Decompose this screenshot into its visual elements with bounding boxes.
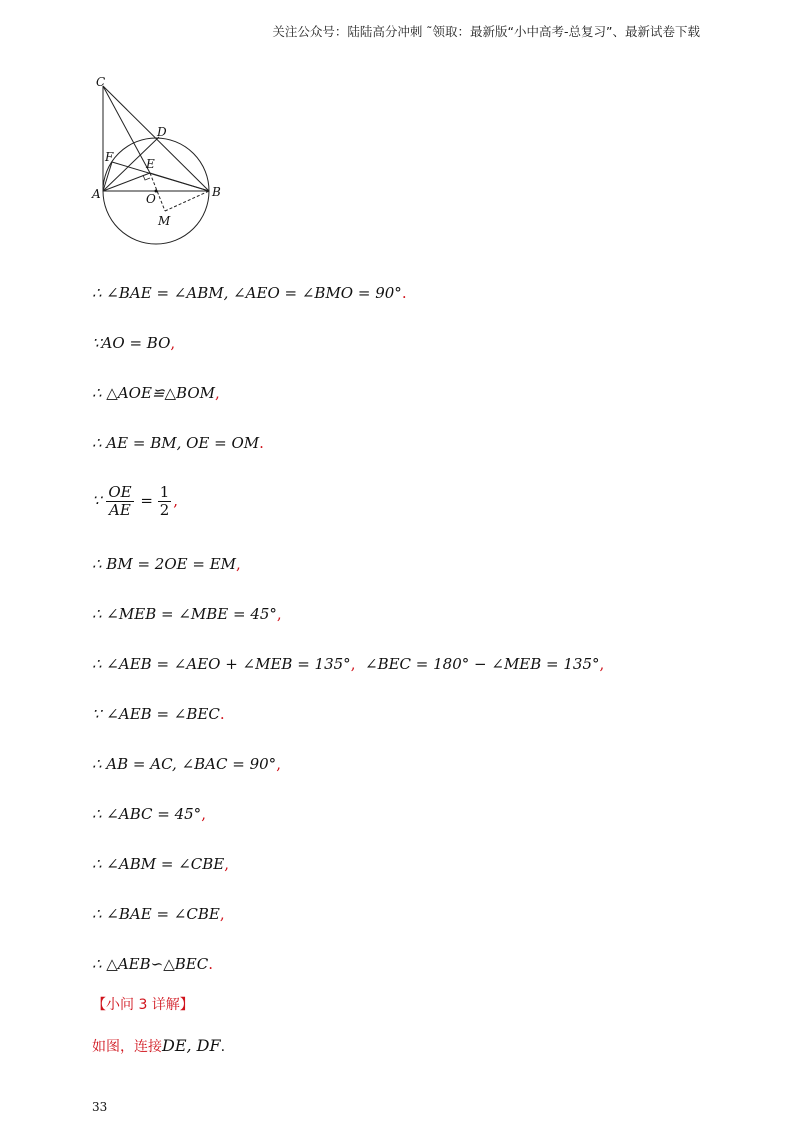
geometry-figure: [88, 74, 228, 254]
segment-mb-dashed: [165, 191, 209, 211]
proof-line: ∴ ∠BAE = ∠CBE,: [92, 905, 225, 923]
proof-line: ∴ BM = 2OE = EM,: [92, 555, 241, 573]
proof-line-fraction: ∵ $\frac{OE}{AE}$ = $\frac{1}{2}$ ,: [92, 483, 179, 519]
proof-line: ∴ ∠ABM = ∠CBE,: [92, 855, 229, 873]
proof-line: ∵ ∠AEB = ∠BEC.: [92, 705, 225, 723]
section-title: 【小问 3 详解】: [92, 997, 194, 1013]
proof-line: ∴ AB = AC, ∠BAC = 90°,: [92, 755, 281, 773]
proof-line: ∵AO = BO,: [92, 334, 176, 352]
proof-line: ∴ ∠MEB = ∠MBE = 45°,: [92, 605, 282, 623]
page-number: 33: [92, 1100, 108, 1114]
proof-line: ∴ △AEB∽△BEC.: [92, 955, 213, 973]
label-b: B: [212, 185, 221, 199]
proof-line: ∴ △AOE≌△BOM,: [92, 384, 220, 402]
proof-line: ∴ ∠ABC = 45°,: [92, 805, 206, 823]
circle-diagram: [88, 74, 228, 254]
label-m: M: [158, 214, 171, 228]
section-math: DE, DF: [162, 1036, 221, 1055]
proof-line: ∴ ∠BAE = ∠ABM, ∠AEO = ∠BMO = 90°.: [92, 284, 407, 302]
page-header: 关注公众号：陆陆高分冲刺 ˜领取：最新版“小中高考-总复习”、最新试卷下载: [272, 24, 700, 39]
proof-line: ∴ ∠AEB = ∠AEO + ∠MEB = 135°, ∠BEC = 180° − ∠MEB = 135°,: [92, 655, 605, 673]
label-a: A: [92, 187, 101, 201]
label-o: O: [146, 192, 156, 206]
label-f: F: [105, 150, 114, 164]
label-c: C: [96, 75, 106, 89]
section-text: 如图，连接DE, DF.: [92, 1036, 226, 1055]
label-d: D: [157, 125, 167, 139]
label-e: E: [146, 157, 155, 171]
proof-line: ∴ AE = BM, OE = OM.: [92, 434, 264, 452]
